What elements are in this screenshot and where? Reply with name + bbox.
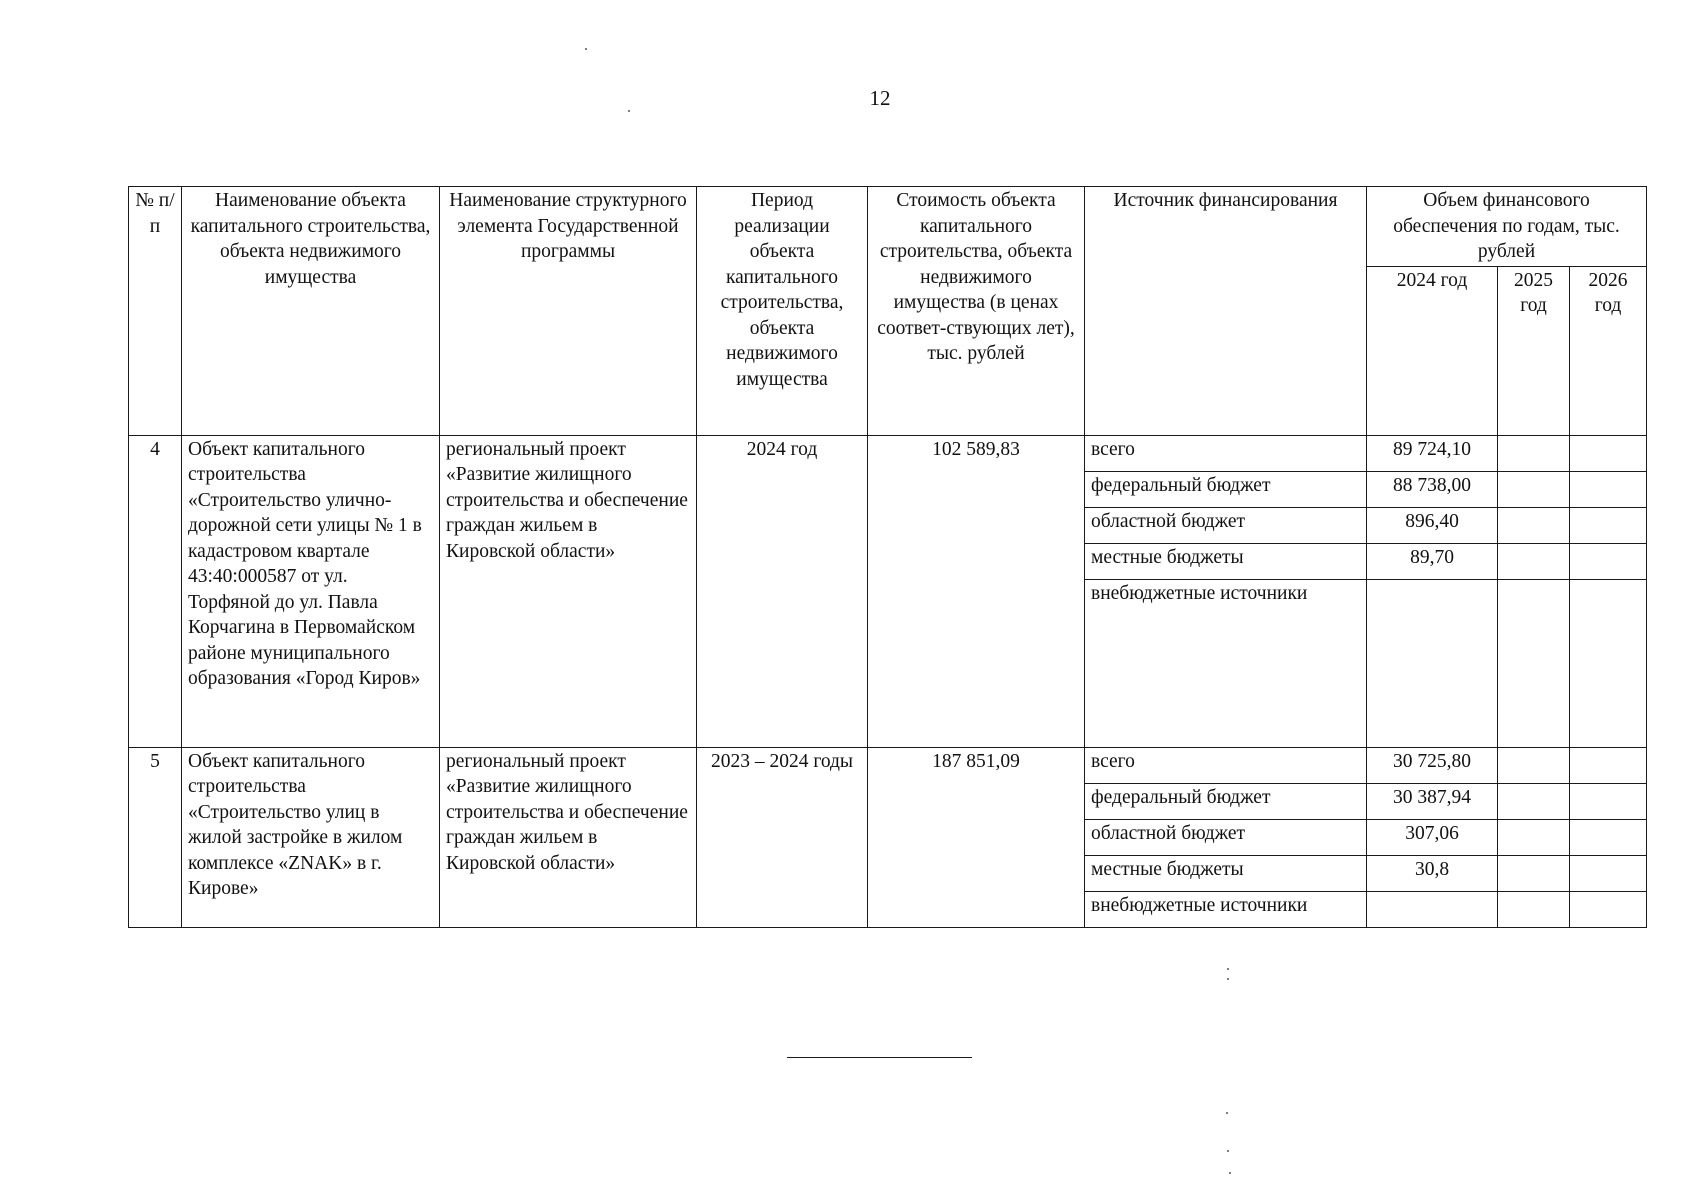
value-2024: 30 387,94 [1367,783,1498,819]
value-2024: 89 724,10 [1367,435,1498,471]
value-2025 [1498,579,1570,747]
end-of-document-rule [787,1057,972,1058]
scan-speck [628,110,630,112]
row-period: 2023 – 2024 годы [697,747,868,927]
scan-speck [1227,978,1229,980]
value-2026 [1570,507,1647,543]
row-element-name: региональный проект «Развитие жилищного строительства и обеспечение граждан жильем в Кировской области» [440,747,697,927]
row-num: 4 [129,435,182,747]
value-2025 [1498,543,1570,579]
value-2025 [1498,783,1570,819]
value-2026 [1570,891,1647,927]
row-element-name: региональный проект «Развитие жилищного строительства и обеспечение граждан жильем в Кировской области» [440,435,697,747]
scan-speck [1229,1172,1231,1174]
value-2026 [1570,819,1647,855]
value-2026 [1570,747,1647,783]
source-name: федеральный бюджет [1085,471,1367,507]
header-volume: Объем финансового обеспечения по годам, тыс. рублей [1367,187,1647,267]
row-num: 5 [129,747,182,927]
table-row [129,435,1647,471]
header-source: Источник финансирования [1085,187,1367,436]
value-2025 [1498,891,1570,927]
value-2024: 896,40 [1367,507,1498,543]
value-2025 [1498,507,1570,543]
financing-table [128,186,1647,928]
header-element-name: Наименование структурного элемента Государственной программы [440,187,697,436]
value-2025 [1498,855,1570,891]
value-2026 [1570,783,1647,819]
value-2026 [1570,471,1647,507]
scan-speck [1226,1112,1228,1114]
source-name: местные бюджеты [1085,855,1367,891]
source-name: всего [1085,747,1367,783]
source-name: областной бюджет [1085,507,1367,543]
scan-speck [1227,968,1229,970]
source-name: внебюджетные источники [1085,579,1367,747]
source-name: областной бюджет [1085,819,1367,855]
row-object-name: Объект капитального строительства «Строительство улично-дорожной сети улицы № 1 в кадастровом квартале 43:40:000587 от ул. Торфяной до ул. Павла Корчагина в Первомайском районе муниципального образования «Город Киров» [182,435,440,747]
header-year-2024: 2024 год [1367,266,1498,435]
header-year-2026: 2026 год [1570,266,1647,435]
value-2024: 30 725,80 [1367,747,1498,783]
value-2026 [1570,543,1647,579]
value-2024: 30,8 [1367,855,1498,891]
table-row [129,747,1647,783]
value-2024: 89,70 [1367,543,1498,579]
header-num: № п/п [129,187,182,436]
header-object-name: Наименование объекта капитального строительства, объекта недвижимого имущества [182,187,440,436]
value-2026 [1570,579,1647,747]
row-cost: 187 851,09 [868,747,1085,927]
value-2025 [1498,819,1570,855]
value-2024 [1367,891,1498,927]
table-header-row [129,187,1647,267]
value-2024 [1367,579,1498,747]
header-year-2025: 2025 год [1498,266,1570,435]
page-number: 12 [869,86,891,110]
header-period: Период реализации объекта капитального строительства, объекта недвижимого имущества [697,187,868,436]
row-period: 2024 год [697,435,868,747]
scan-speck [585,48,587,50]
source-name: всего [1085,435,1367,471]
source-name: федеральный бюджет [1085,783,1367,819]
header-cost: Стоимость объекта капитального строительства, объекта недвижимого имущества (в ценах соответ-ствующих лет), тыс. рублей [868,187,1085,436]
value-2025 [1498,747,1570,783]
source-name: внебюджетные источники [1085,891,1367,927]
value-2024: 88 738,00 [1367,471,1498,507]
value-2025 [1498,435,1570,471]
scan-speck [1227,1150,1229,1152]
value-2025 [1498,471,1570,507]
value-2026 [1570,855,1647,891]
row-cost: 102 589,83 [868,435,1085,747]
value-2024: 307,06 [1367,819,1498,855]
source-name: местные бюджеты [1085,543,1367,579]
value-2026 [1570,435,1647,471]
row-object-name: Объект капитального строительства «Строительство улиц в жилой застройке в жилом комплексе «ZNAK» в г. Кирове» [182,747,440,927]
